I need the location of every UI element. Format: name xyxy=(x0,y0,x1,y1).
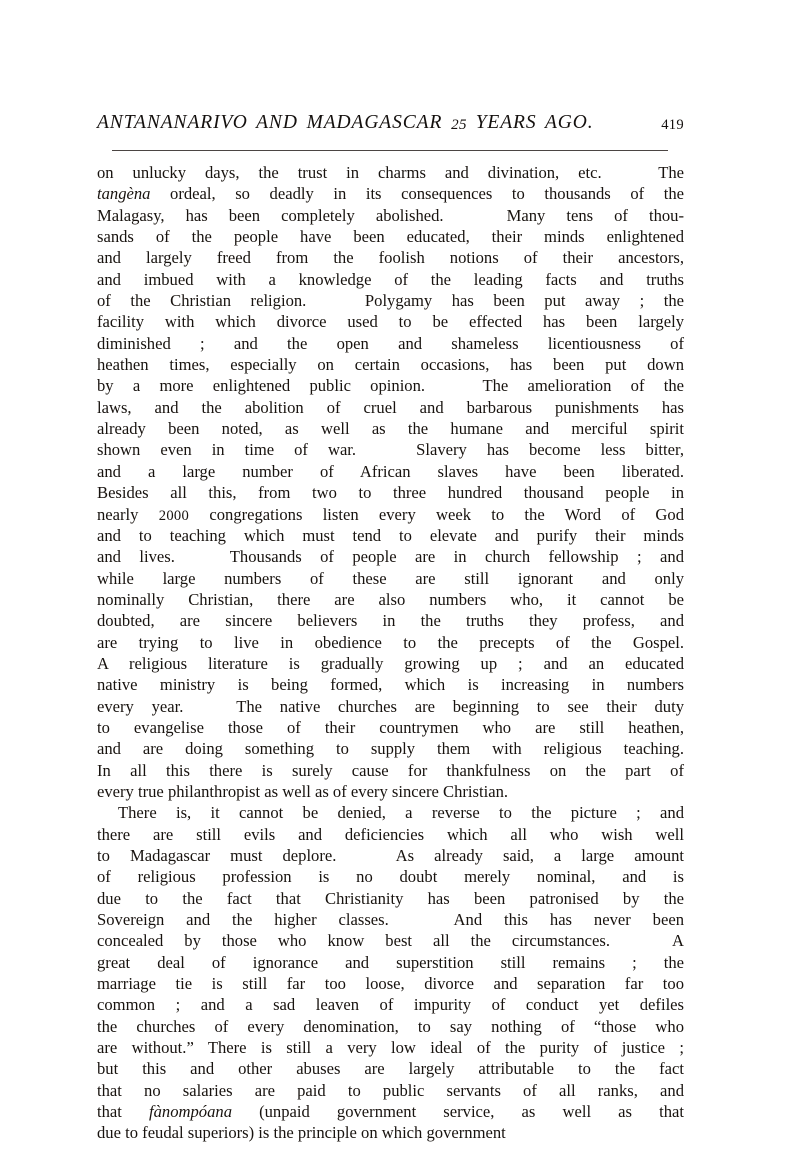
text-line: due to the fact that Christianity has been patronised by the xyxy=(97,888,684,908)
paragraph-1 xyxy=(97,162,684,802)
text-line: of religious profession is no doubt merely nominal, and is xyxy=(97,867,684,887)
text-line: tangèna ordeal, so deadly in its consequences to thousands of the xyxy=(97,184,684,204)
text-line: and a large number of African slaves have been liberated. xyxy=(97,461,684,481)
text-line: shown even in time of war. Slavery has become less bitter, xyxy=(97,440,684,460)
body-textblock xyxy=(97,162,684,1144)
italic-term: tangèna xyxy=(97,184,151,204)
text-line: There is, it cannot be denied, a reverse to the picture ; and xyxy=(118,803,684,823)
text-line: native ministry is being formed, which is increasing in numbers xyxy=(97,675,684,695)
text-line: are without.” There is still a very low ideal of the purity of justice ; xyxy=(97,1038,684,1058)
paragraph-2 xyxy=(97,802,684,1144)
running-head-title-after: YEARS AGO. xyxy=(475,112,594,133)
text-line: by a more enlightened public opinion. The amelioration of the xyxy=(97,376,684,396)
page-folio: 419 xyxy=(661,117,684,133)
text-line: that fànompóana (unpaid government service, as well as that xyxy=(97,1102,685,1122)
text-line: to Madagascar must deplore. As already said, a large amount xyxy=(97,846,684,865)
text-line: heathen times, especially on certain occasions, has been put down xyxy=(97,355,684,375)
text-line: doubted, are sincere believers in the truths they profess, and xyxy=(97,611,684,631)
text-line: due to feudal superiors) is the principle on which government xyxy=(97,1123,506,1143)
header-rule xyxy=(112,150,668,151)
oldstyle-figure: 2000 xyxy=(158,507,190,524)
text-line: laws, and the abolition of cruel and barbarous punishments has xyxy=(97,397,684,417)
text-line: on unlucky days, the trust in charms and divination, etc. The xyxy=(97,163,684,182)
text-line: and to teaching which must tend to elevate and purify their minds xyxy=(97,525,684,545)
text-line: are trying to live in obedience to the precepts of the Gospel. xyxy=(97,632,684,652)
text-line: to evangelise those of their countrymen who are still heathen, xyxy=(97,717,684,737)
text-line: the churches of every denomination, to say nothing of “those who xyxy=(97,1016,684,1036)
text-line: while large numbers of these are still ignorant and only xyxy=(97,568,684,588)
text-line: that no salaries are paid to public servants of all ranks, and xyxy=(97,1080,684,1100)
text-line: there are still evils and deficiencies which all who wish well xyxy=(97,824,684,844)
running-head-title xyxy=(97,112,594,134)
text-line: but this and other abuses are largely attributable to the fact xyxy=(97,1059,684,1079)
running-head xyxy=(97,112,684,138)
text-line: marriage tie is still far too loose, divorce and separation far too xyxy=(97,974,684,994)
text-line: nominally Christian, there are also numbers who, it cannot be xyxy=(97,589,684,609)
text-line: In all this there is surely cause for thankfulness on the part of xyxy=(97,760,684,780)
text-line: diminished ; and the open and shameless licentiousness of xyxy=(97,333,684,353)
text-line: every true philanthropist as well as of every sincere Christian. xyxy=(97,781,509,801)
text-line: of the Christian religion. Polygamy has been put away ; the xyxy=(97,291,684,311)
text-line: sands of the people have been educated, their minds enlightened xyxy=(97,227,684,247)
text-line: every year. The native churches are beginning to see their duty xyxy=(97,696,684,716)
text-line: and are doing something to supply them with religious teaching. xyxy=(97,739,684,759)
text-line: and largely freed from the foolish notions of their ancestors, xyxy=(97,248,684,268)
text-line: concealed by those who know best all the circumstances. A xyxy=(97,931,684,951)
text-line: great deal of ignorance and superstition still remains ; the xyxy=(97,952,684,972)
running-head-title-number: 25 xyxy=(451,117,467,133)
text-line: Malagasy, has been completely abolished. Many tens of thou- xyxy=(97,205,684,225)
text-line: and lives. Thousands of people are in church fellowship ; and xyxy=(97,547,684,567)
running-head-title-before: ANTANANARIVO AND MADAGASCAR xyxy=(97,112,443,133)
text-line: common ; and a sad leaven of impurity of conduct yet defiles xyxy=(97,995,684,1015)
text-line: and imbued with a knowledge of the leading facts and truths xyxy=(97,269,684,289)
italic-term: fànompóana xyxy=(149,1102,232,1122)
text-line: A religious literature is gradually growing up ; and an educated xyxy=(97,653,684,673)
text-line: facility with which divorce used to be effected has been largely xyxy=(97,312,684,332)
text-line: Sovereign and the higher classes. And this has never been xyxy=(97,910,684,930)
text-line: Besides all this, from two to three hundred thousand people in xyxy=(97,483,684,503)
text-line: already been noted, as well as the humane and merciful spirit xyxy=(97,419,684,439)
text-line: nearly 2000 congregations listen every week to the Word of God xyxy=(97,504,684,524)
